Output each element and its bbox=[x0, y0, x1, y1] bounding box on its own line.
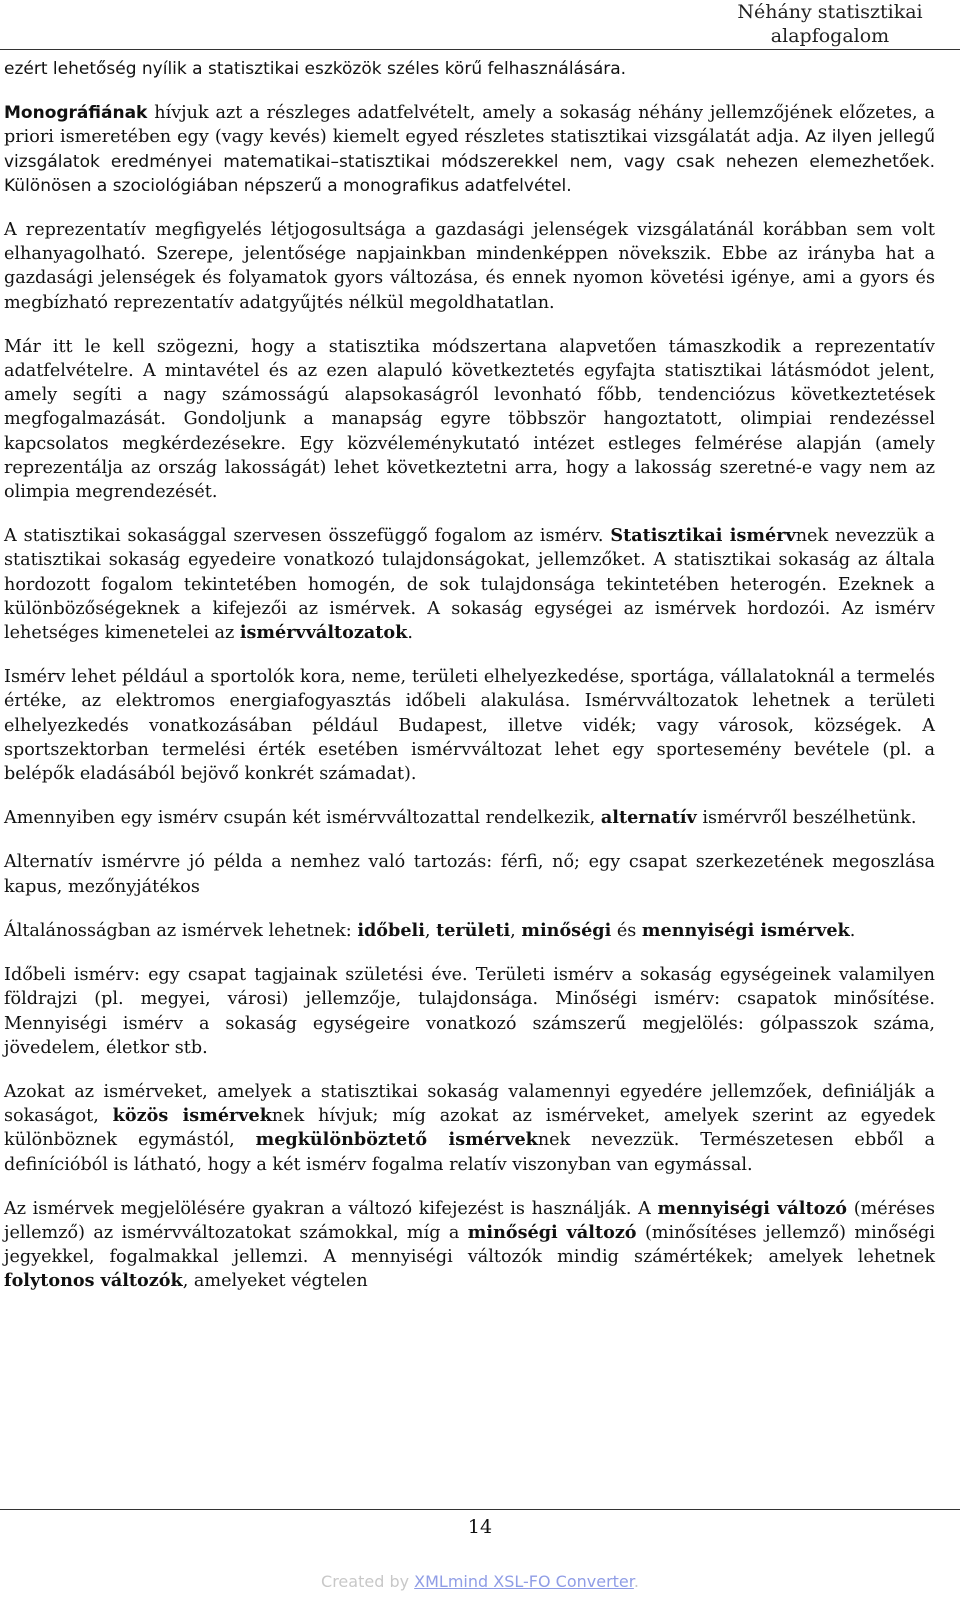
paragraph-text: Időbeli ismérv: egy csapat tagjainak születési éve. Területi ismérv a sokaság egységeinek valamilyen földrajzi (pl. megyei, városi) jellemzője, tulajdonsága. Minőségi ismérv: csapatok minősítése. Mennyiségi ismérv a sokaság egységeire vonatkozó számszerű megjelölés: gólpasszok száma, jövedelem, életkor stb. bbox=[4, 965, 935, 1058]
paragraph-text: nek hívjuk; míg azokat az ismérveket, amelyek szerint az egyedek különböznek egymástól, bbox=[4, 1106, 935, 1151]
bold-term: Statisztikai ismérv bbox=[610, 525, 796, 547]
paragraph-text: nek nevezzük. Természetesen ebből a definícióból is látható, hogy a két ismérv fogalma relatív viszonyban van egymással. bbox=[4, 1130, 935, 1175]
paragraph-text: . bbox=[407, 623, 413, 644]
paragraph-text: A reprezentatív megfigyelés létjogosultsága a gazdasági jelenségek vizsgálatánál korábban sem volt elhanyagolható. Szerepe, jelentősége napjainkban mindenképpen növekszik. Ebbe az irányba hat a gazdasági jelenségek és folyamatok gyors változása, és ennek nyomon követési igénye, ami a gyors és megbízható reprezentatív adatgyűjtés nélkül megoldhatatlan. bbox=[4, 220, 935, 313]
bold-term: megkülönböztető ismérvek bbox=[255, 1129, 538, 1151]
paragraph-text: (minősítéses jellemző) minőségi jegyekkel, fogalmakkal jellemzi. A mennyiségi változók mindig számértékek; amelyek lehetnek bbox=[4, 1222, 935, 1268]
bold-term: mennyiségi ismérvek bbox=[641, 919, 850, 941]
paragraph bbox=[4, 850, 935, 898]
paragraph-text: (méréses jellemző) az ismérvváltozatokat számokkal, míg a bbox=[4, 1198, 935, 1243]
bold-term: folytonos változók bbox=[4, 1270, 183, 1292]
bold-term: mennyiségi változó bbox=[657, 1197, 848, 1219]
header-title-line-2: alapfogalom bbox=[770, 25, 890, 47]
paragraph bbox=[4, 963, 935, 1060]
paragraph bbox=[4, 1080, 935, 1177]
bold-term: Monográfiának bbox=[4, 103, 148, 124]
separator: , bbox=[424, 920, 437, 941]
paragraph-text: Az ismérvek megjelölésére gyakran a változó kifejezést is használják. A bbox=[4, 1198, 658, 1219]
credit-period: . bbox=[633, 1572, 639, 1591]
running-header bbox=[700, 0, 960, 48]
footer-divider bbox=[0, 1509, 960, 1510]
paragraph bbox=[4, 806, 935, 830]
bold-term: alternatív bbox=[600, 807, 697, 829]
paragraph bbox=[4, 335, 935, 504]
credit-text: Created by bbox=[321, 1572, 415, 1591]
paragraph bbox=[4, 919, 935, 943]
bold-term: minőségi változó bbox=[467, 1221, 637, 1243]
paragraph-text: Alternatív ismérvre jó példa a nemhez való tartozás: férfi, nő; egy csapat szerkezetének megoszlása kapus, mezőnyjátékos bbox=[4, 852, 935, 897]
paragraph-text: nek nevezzük a statisztikai sokaság egyedeire vonatkozó tulajdonságokat, jellemzőket. A statisztikai sokaság az általa hordozott fogalom tekintetében homogén, de sok tulajdonsága tekintetében heterogén. Ezeknek a különbözőségeknek a kifejezői az ismérvek. A sokaság egységei az ismérvek hordozói. Az ismérv lehetséges kimenetelei az bbox=[4, 526, 935, 644]
header-divider bbox=[0, 49, 960, 50]
paragraph-text: A statisztikai sokasággal szervesen összefüggő fogalom az ismérv. bbox=[4, 526, 611, 547]
paragraph-text: ezért lehetőség nyílik a statisztikai eszközök széles körű felhasználására. bbox=[4, 59, 627, 79]
separator: . bbox=[849, 920, 856, 941]
paragraph bbox=[4, 218, 935, 315]
paragraph-text: hívjuk azt a részleges adatfelvételt, amely a sokaság néhány jellemzőjének előzetes, a priori ismeretében egy (vagy kevés) kiemelt egyed részletes statisztikai vizsgálatát adja. bbox=[4, 103, 935, 148]
paragraph bbox=[4, 101, 935, 198]
bold-term: ismérvváltozatok bbox=[239, 622, 408, 644]
paragraph-text: , amelyeket végtelen bbox=[182, 1271, 368, 1292]
paragraph-text: Azokat az ismérveket, amelyek a statisztikai sokaság valamennyi egyedére jellemzőek, definiálják a sokaságot, bbox=[4, 1081, 935, 1127]
separator: , bbox=[510, 920, 522, 941]
paragraph-text: Amennyiben egy ismérv csupán két ismérvváltozattal rendelkezik, bbox=[4, 808, 601, 829]
paragraph bbox=[4, 524, 935, 645]
paragraph-text: Általánosságban az ismérvek lehetnek: bbox=[4, 920, 358, 941]
body-text bbox=[4, 57, 935, 1314]
converter-link[interactable]: XMLmind XSL-FO Converter bbox=[414, 1572, 634, 1591]
paragraph bbox=[4, 1197, 935, 1294]
paragraph-text: ismérvről beszélhetünk. bbox=[696, 808, 917, 829]
paragraph bbox=[4, 665, 935, 786]
header-title-line-1: Néhány statisztikai bbox=[737, 1, 923, 23]
bold-term: közös ismérvek bbox=[112, 1105, 272, 1127]
paragraph-text: Ismérv lehet például a sportolók kora, neme, területi elhelyezkedése, sportága, vállalatoknál a termelés értéke, az elektromos energiafogyasztás időbeli alakulása. Ismérvváltozatok lehetnek a területi elhelyezkedés vonatkozásában például Budapest, illetve vidék; vagy városok, községek. A sportszektorban termelési érték esetében ismérvváltozat lehet egy sportesemény bevétele (pl. a belépők eladásából bejövő konkrét számadat). bbox=[4, 667, 935, 785]
bold-term: minőségi bbox=[521, 919, 612, 941]
paragraph-text: Az ilyen jellegű vizsgálatok eredményei matematikai–statisztikai módszerekkel nem, vagy csak nehezen elemezhetőek. Különösen a szociológiában népszerű a monografikus adatfelvétel. bbox=[4, 127, 935, 196]
generator-credit bbox=[0, 1571, 960, 1593]
paragraph-text: Már itt le kell szögezni, hogy a statisztika módszertana alapvetően támaszkodik a reprezentatív adatfelvételre. A mintavétel és az ezen alapuló következtetés egyfajta statisztikai látásmódot jelent, amely segíti a nagy számosságú alapsokaságról levonható főbb, tendenciózus következtetések megfogalmazását. Gondoljunk a manapság egyre többször hangoztatott, olimpiai rendezéssel kapcsolatos megkérdezésekre. Egy közvéleménykutató intézet estleges felmérése alapján (amely reprezentálja az ország lakosságát) lehet következtetni arra, hogy a lakosság szeretné-e vagy nem az olimpia megrendezését. bbox=[4, 336, 935, 503]
bold-term: időbeli bbox=[357, 919, 425, 941]
page-number: 14 bbox=[467, 1516, 493, 1538]
bold-term: területi bbox=[436, 919, 511, 941]
paragraph bbox=[4, 57, 935, 81]
separator: és bbox=[611, 920, 642, 941]
